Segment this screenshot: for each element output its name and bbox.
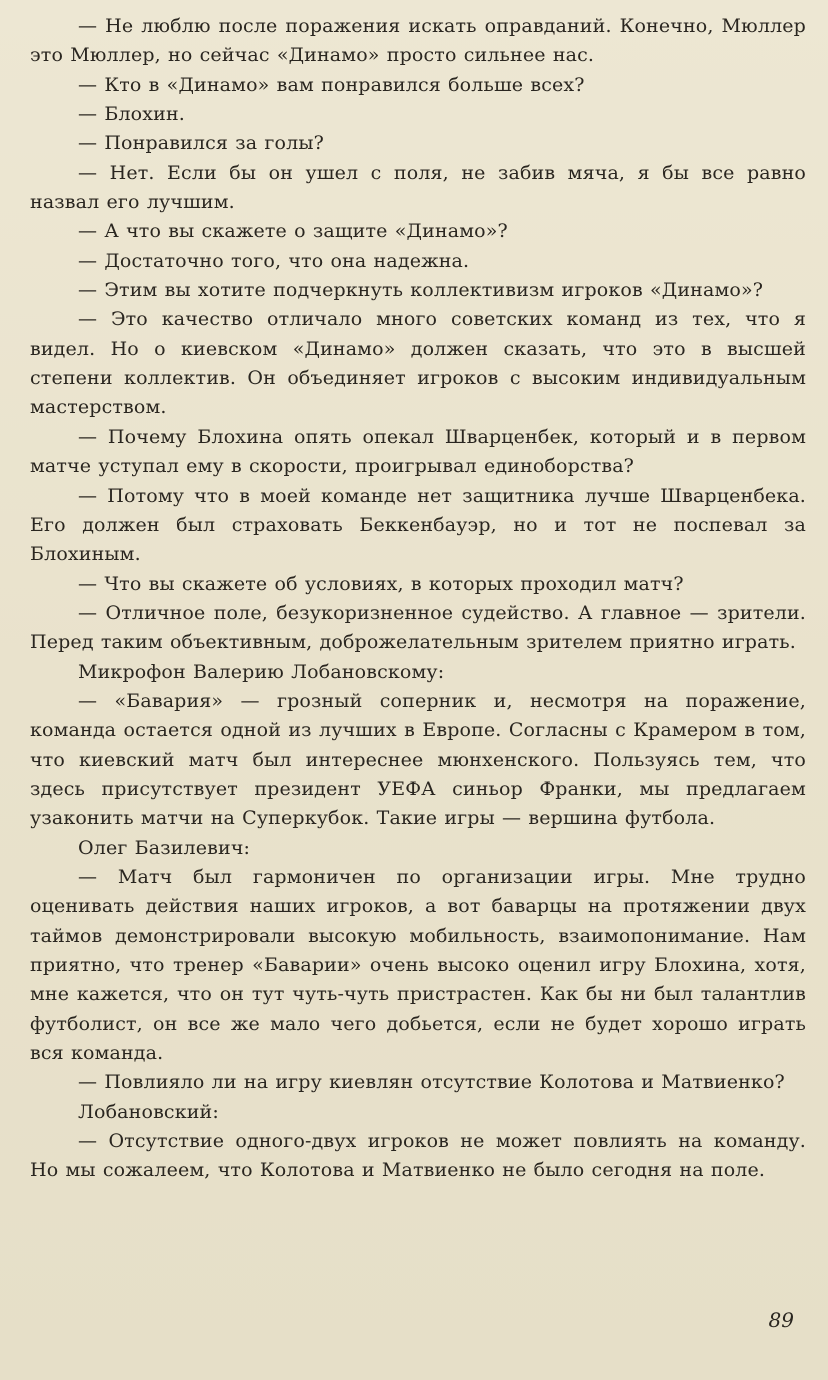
paragraph: — А что вы скажете о защите «Динамо»?: [78, 220, 508, 243]
paragraph: — Нет. Если бы он ушел с поля, не забив мяча, я бы все равно назвал его лучшим.: [30, 161, 806, 214]
paragraph: — Повлияло ли на игру киевлян отсутствие Колотова и Матвиенко?: [78, 1071, 785, 1094]
paragraph: — Матч был гармоничен по организации игры. Мне трудно оценивать действия наших игроков, а вот баварцы на протяжении двух таймов демонстрировали высокую мобильность, взаимопонимание. Нам приятно, что тренер «Баварии» очень высоко оценил игру Блохина, хотя, мне кажется, что он тут чуть-чуть пристрастен. Как бы ни был талантлив футболист, он все же мало чего добьется, если не будет хорошо играть вся команда.: [30, 865, 806, 1065]
paragraph: — Не люблю после поражения искать оправданий. Конечно, Мюллер это Мюллер, но сейчас «Динамо» просто сильнее нас.: [30, 15, 806, 67]
paragraph: — Этим вы хотите подчеркнуть коллективизм игроков «Динамо»?: [78, 279, 764, 302]
paragraph: — Это качество отличало много советских команд из тех, что я видел. Но о киевском «Динамо» должен сказать, что это в высшей степени коллектив. Он объединяет игроков с высоким индивидуальным мастерством.: [30, 308, 806, 419]
paragraph: — Отсутствие одного-двух игроков не может повлиять на команду. Но мы сожалеем, что Колотова и Матвиенко не было сегодня на поле.: [30, 1130, 806, 1182]
paragraph: — Потому что в моей команде нет защитника лучше Шварценбека. Его должен был страховать Беккенбауэр, но и тот не поспевал за Блохиным.: [30, 484, 806, 566]
paragraph: — Блохин.: [78, 103, 185, 126]
page-number: 89: [768, 1308, 794, 1332]
paragraph: — Понравился за голы?: [78, 132, 324, 155]
paragraph: — «Бавария» — грозный соперник и, несмотря на поражение, команда остается одной из лучших в Европе. Согласны с Крамером в том, что киевский матч был интереснее мюнхенского. Пользуясь тем, что здесь присутствует президент УЕФА синьор Франки, мы предлагаем узаконить матчи на Суперкубок. Такие игры — вершина футбола.: [30, 689, 806, 830]
paragraph: — Отличное поле, безукоризненное судейство. А главное — зрители. Перед таким объективным, доброжелательным зрителем приятно играть.: [30, 601, 806, 654]
speaker-intro: Олег Базилевич:: [78, 836, 251, 859]
speaker-intro: Лобановский:: [78, 1100, 219, 1123]
paragraph: — Что вы скажете об условиях, в которых проходил матч?: [78, 572, 684, 595]
paragraph: — Кто в «Динамо» вам понравился больше всех?: [78, 73, 585, 96]
paragraph: — Почему Блохина опять опекал Шварценбек, который и в первом матче уступал ему в скорости, проигрывал единоборства?: [30, 425, 806, 478]
speaker-intro: Микрофон Валерию Лобановскому:: [78, 660, 445, 683]
paragraph: — Достаточно того, что она надежна.: [78, 249, 470, 272]
